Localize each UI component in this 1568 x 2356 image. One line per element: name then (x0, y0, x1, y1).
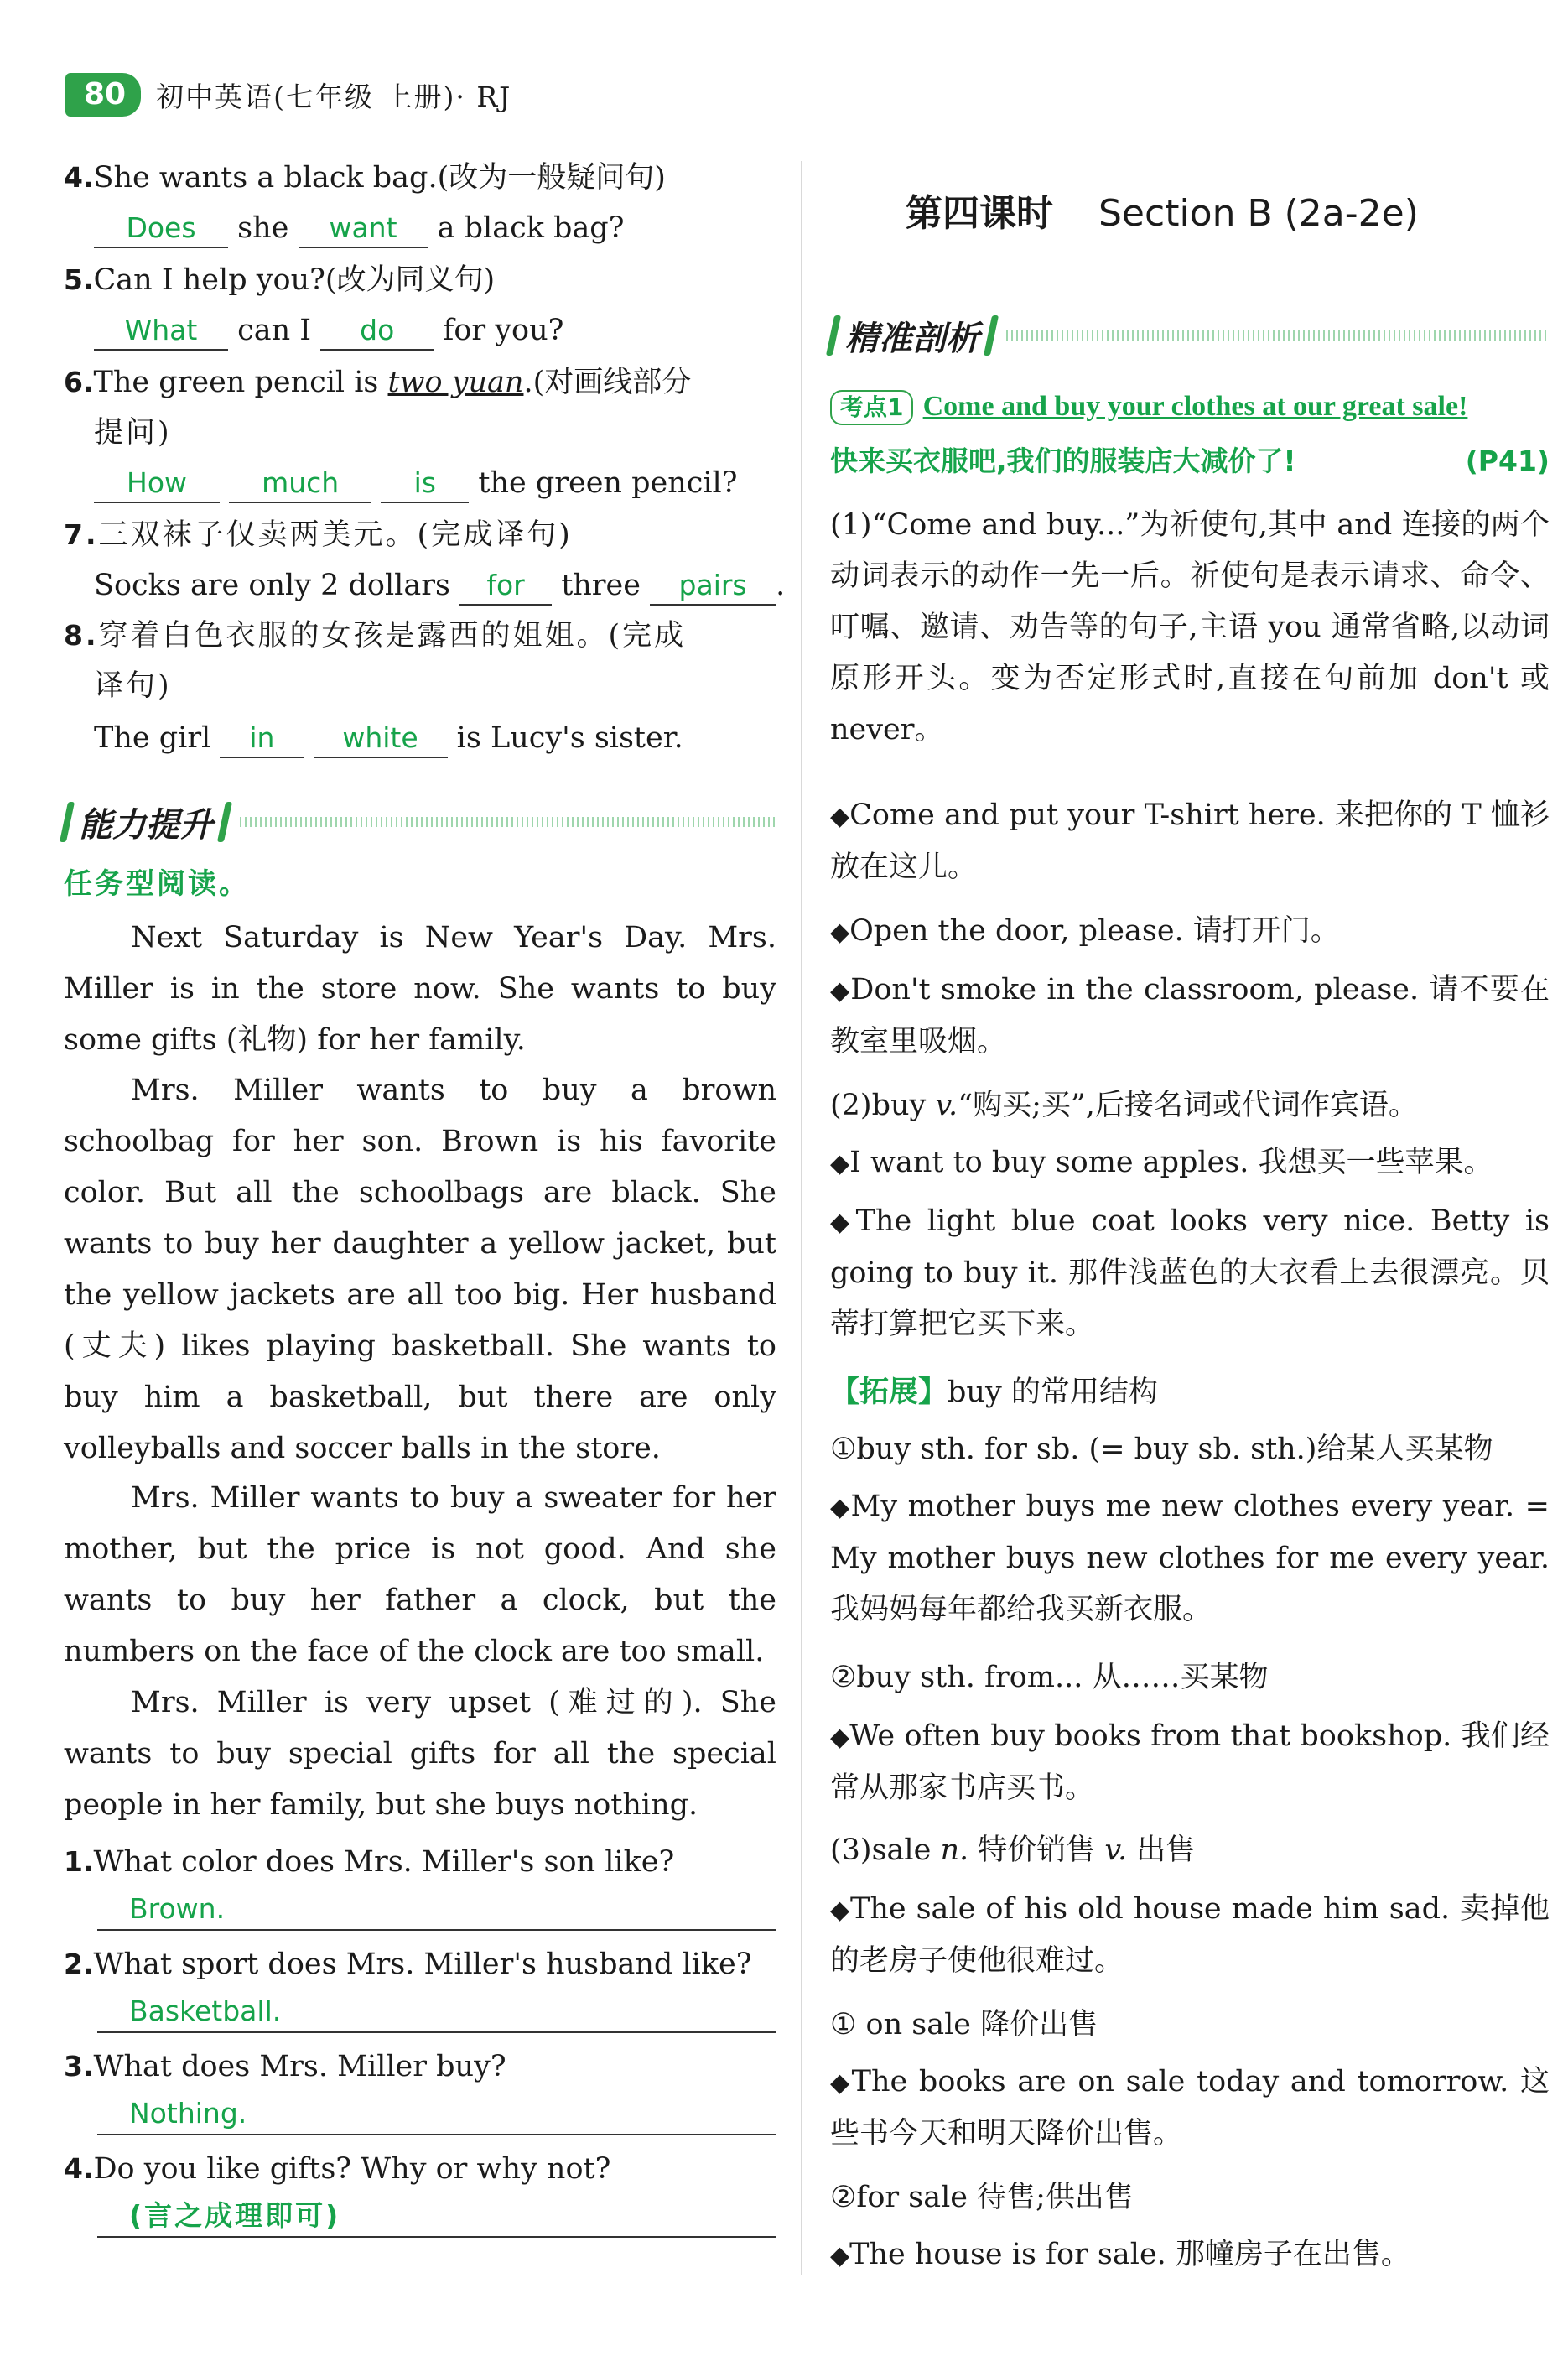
diamond-bullet-icon: ◆ (830, 976, 851, 1006)
key-point-sentence: Come and buy your clothes at our great sale! (922, 391, 1468, 422)
example-4: ◆I want to buy some apples. 我想买一些苹果。 (830, 1146, 1493, 1179)
section-title-analysis: 精准剖析 (830, 312, 1550, 359)
diamond-bullet-icon: ◆ (830, 1208, 856, 1237)
q6-prompt-cont: 提问) (94, 416, 172, 450)
structure-4: ②for sale 待售;供出售 (830, 2181, 1134, 2214)
passage-para-3: Mrs. Miller wants to buy a sweater for her mother, but the price is not good. And she wants to buy her father a clock, but the numbers on the face of the clock are too small. (64, 1481, 776, 1668)
q8-answer-line: The girl in white is Lucy's sister. (94, 718, 683, 758)
diamond-bullet-icon: ◆ (830, 1493, 851, 1522)
answer-line-3: Nothing. (97, 2093, 776, 2135)
q5-blank-1: What (94, 312, 228, 351)
q6-blank-1: How (94, 465, 220, 503)
structure-3: ① on sale 降价出售 (830, 2008, 1098, 2041)
q4-answer-line: Does she want a black bag? (94, 208, 624, 248)
q8-prompt: 8.穿着白色衣服的女孩是露西的姐姐。(完成 (64, 619, 687, 653)
book-title: 初中英语(七年级 上册)· RJ (156, 80, 512, 113)
answer-line-1: Brown. (97, 1889, 776, 1931)
q5-answer-line: What can I do for you? (94, 310, 563, 351)
explanation-2: (2)buy v.“购买;买”,后接名词或代词作宾语。 (830, 1089, 1418, 1122)
q8-blank-1: in (220, 720, 304, 758)
extension-heading: 【拓展】buy 的常用结构 (830, 1376, 1158, 1409)
passage-para-1: Next Saturday is New Year's Day. Mrs. Miller is in the store now. She wants to buy some gifts (礼物) for her family. (64, 921, 776, 1057)
page-ref: (P41) (1465, 445, 1550, 477)
diamond-bullet-icon: ◆ (830, 918, 850, 947)
dotted-rule (1006, 330, 1550, 341)
diamond-bullet-icon: ◆ (830, 1896, 850, 1925)
diamond-bullet-icon: ◆ (830, 1723, 850, 1752)
page-header (65, 69, 511, 121)
q7-blank-1: for (459, 567, 552, 606)
key-point-heading (830, 386, 1467, 427)
q6-answer-line: How much is the green pencil? (94, 463, 738, 503)
dotted-rule (240, 817, 776, 827)
diamond-bullet-icon: ◆ (830, 2241, 850, 2270)
diamond-bullet-icon: ◆ (830, 2068, 852, 2098)
example-10: ◆The house is for sale. 那幢房子在出售。 (830, 2238, 1410, 2271)
example-6: ◆My mother buys me new clothes every year. = My mother buys new clothes for me every year. 我妈妈每年都给我买新衣服。 (830, 1490, 1550, 1626)
explanation-1: (1)“Come and buy...”为祈使句,其中 and 连接的两个动词表示的动作一先一后。祈使句是表示请求、命令、叮嘱、邀请、劝告等的句子,主语 you 通常省略,以动词原形开头。变为否定形式时,直接在句前加 don't 或 never。 (830, 508, 1550, 746)
example-3: ◆Don't smoke in the classroom, please. 请不要在教室里吸烟。 (830, 973, 1550, 1058)
column-divider (801, 161, 802, 2275)
lesson-title: 第四课时 Section B (2a-2e) (906, 192, 1419, 235)
answer-line-2: Basketball. (97, 1991, 776, 2033)
q8-prompt-cont: 译句) (94, 669, 172, 703)
example-7: ◆We often buy books from that bookshop. 我们经常从那家书店买书。 (830, 1719, 1550, 1805)
diamond-bullet-icon: ◆ (830, 802, 850, 831)
q6-blank-2: much (229, 465, 371, 503)
question-2: 2.What sport does Mrs. Miller's husband like? (64, 1948, 752, 1981)
example-9: ◆The books are on sale today and tomorrow. 这些书今天和明天降价出售。 (830, 2065, 1550, 2151)
q4-blank-2: want (299, 210, 428, 248)
q7-prompt: 7.三双袜子仅卖两美元。(完成译句) (64, 518, 573, 552)
question-4: 4.Do you like gifts? Why or why not? (64, 2152, 611, 2186)
diamond-bullet-icon: ◆ (830, 1149, 850, 1178)
example-2: ◆Open the door, please. 请打开门。 (830, 914, 1340, 948)
q5-blank-2: do (320, 312, 434, 351)
key-point-translation: 快来买衣服吧,我们的服装店大减价了! (P41) (830, 441, 1550, 481)
question-3: 3.What does Mrs. Miller buy? (64, 2050, 506, 2083)
q5-prompt: 5.Can I help you?(改为同义句) (64, 263, 496, 297)
page-number: 80 (65, 73, 141, 117)
example-8: ◆The sale of his old house made him sad. 卖掉他的老房子使他很难过。 (830, 1892, 1550, 1978)
q8-blank-2: white (314, 720, 448, 758)
answer-line-4: (言之成理即可) (97, 2196, 776, 2238)
explanation-3: (3)sale n. 特价销售 v. 出售 (830, 1833, 1196, 1867)
q6-prompt: 6.The green pencil is two yuan.(对画线部分 (64, 366, 692, 399)
q4-blank-1: Does (94, 210, 228, 248)
q4-prompt: 4.She wants a black bag.(改为一般疑问句) (64, 161, 666, 195)
q7-answer-line: Socks are only 2 dollars for three pairs . (94, 565, 785, 606)
structure-2: ②buy sth. from... 从……买某物 (830, 1661, 1269, 1694)
passage-para-2: Mrs. Miller wants to buy a brown schoolbag for her son. Brown is his favorite color. But all the schoolbags are black. She wants to buy her daughter a yellow jacket, but the yellow jackets are all too big. Her husband (丈夫) likes playing basketball. She wants to buy him a basketball, but there are only volleyballs and soccer balls in the store. (64, 1074, 776, 1465)
q6-blank-3: is (381, 465, 469, 503)
task-label: 任务型阅读。 (64, 867, 250, 901)
q7-blank-2: pairs (650, 567, 776, 606)
key-point-tag: 考点1 (830, 390, 913, 425)
passage-para-4: Mrs. Miller is very upset (难过的). She wants to buy special gifts for all the special people in her family, but she buys nothing. (64, 1686, 776, 1822)
structure-1: ①buy sth. for sb. (= buy sb. sth.)给某人买某物 (830, 1433, 1493, 1466)
question-1: 1.What color does Mrs. Miller's son like? (64, 1845, 675, 1879)
example-5: ◆The light blue coat looks very nice. Betty is going to buy it. 那件浅蓝色的大衣看上去很漂亮。贝蒂打算把它买下来。 (830, 1204, 1550, 1341)
section-title-ability: 能力提升 (64, 798, 776, 845)
example-1: ◆Come and put your T-shirt here. 来把你的 T 恤衫放在这儿。 (830, 798, 1550, 884)
